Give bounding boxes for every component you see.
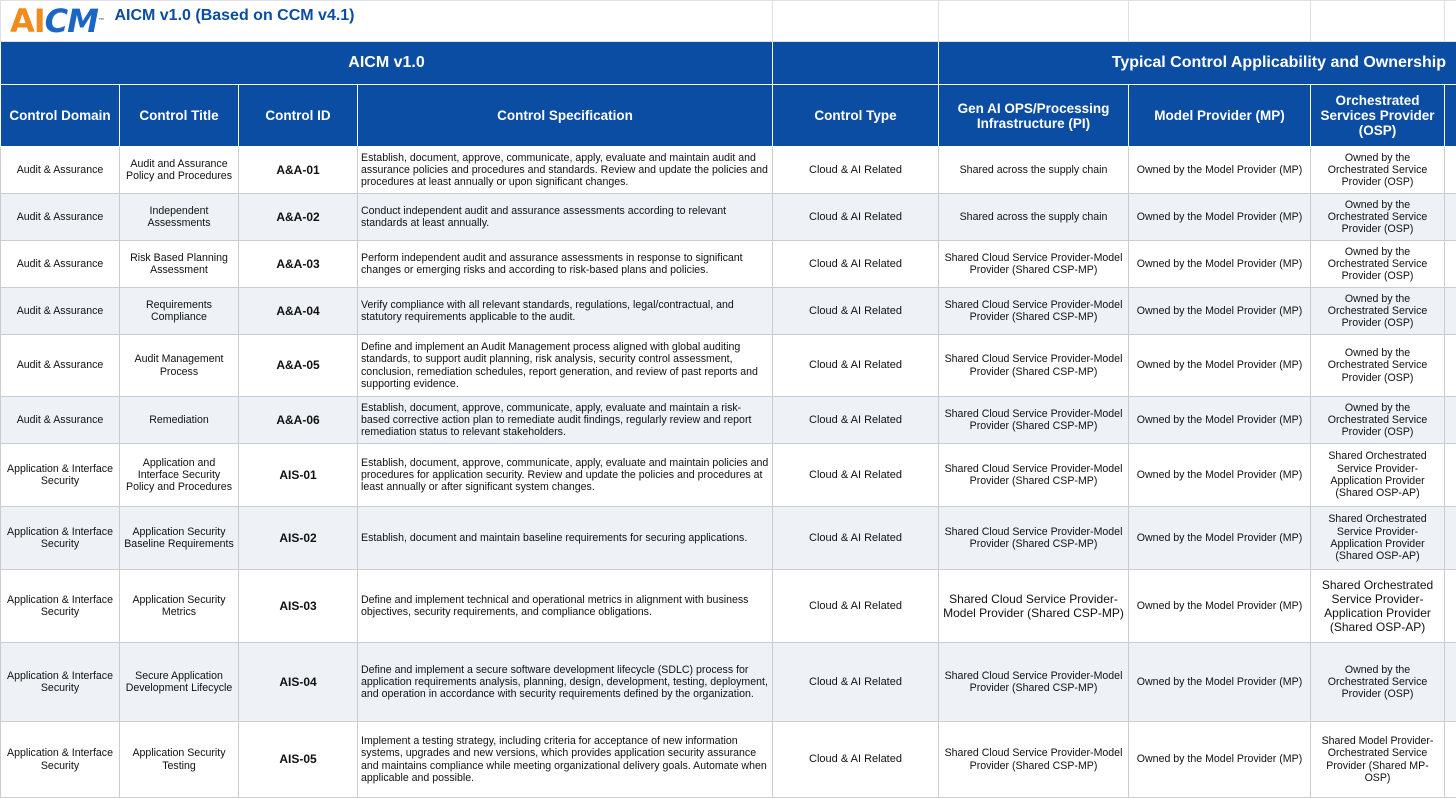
band-spacer [773,42,939,85]
mp-cell[interactable]: Owned by the Model Provider (MP) [1129,722,1311,798]
empty-cell[interactable] [1445,722,1456,798]
pi-cell[interactable]: Shared across the supply chain [939,194,1129,241]
osp-cell[interactable]: Owned by the Orchestrated Service Provider (OSP) [1311,397,1445,444]
table-row [1,194,1456,241]
title-cell[interactable]: Independent Assessments [120,194,239,241]
type-cell[interactable]: Cloud & AI Related [773,444,939,507]
domain-cell[interactable]: Audit & Assurance [1,288,120,335]
table-row [1,147,1456,194]
table-row [1,397,1456,444]
type-cell[interactable]: Cloud & AI Related [773,570,939,643]
osp-cell[interactable]: Shared Orchestrated Service Provider-Application Provider (Shared OSP-AP) [1311,507,1445,570]
col-header-id[interactable]: Control ID [239,85,358,147]
empty-cell[interactable] [1445,507,1456,570]
section-band [1,42,1456,85]
osp-cell[interactable]: Owned by the Orchestrated Service Provider (OSP) [1311,288,1445,335]
osp-cell[interactable]: Owned by the Orchestrated Service Provider (OSP) [1311,241,1445,288]
id-cell[interactable]: A&A-06 [239,397,358,444]
title-cell[interactable]: Application Security Testing [120,722,239,798]
table-row [1,570,1456,643]
table-row [1,507,1456,570]
pi-cell[interactable]: Shared Cloud Service Provider-Model Provider (Shared CSP-MP) [939,397,1129,444]
osp-cell[interactable]: Shared Model Provider-Orchestrated Service Provider (Shared MP-OSP) [1311,722,1445,798]
col-header-osp[interactable]: Orchestrated Services Provider (OSP) [1311,85,1445,147]
type-cell[interactable]: Cloud & AI Related [773,288,939,335]
table-body [1,147,1456,798]
empty-cell[interactable] [1445,288,1456,335]
aicm-logo: AICM™ [4,2,104,40]
type-cell[interactable]: Cloud & AI Related [773,241,939,288]
type-cell[interactable]: Cloud & AI Related [773,507,939,570]
domain-cell[interactable]: Application & Interface Security [1,722,120,798]
band-ownership: Typical Control Applicability and Ownership [939,42,1456,85]
pi-cell[interactable]: Shared Cloud Service Provider-Model Provider (Shared CSP-MP) [939,570,1129,643]
pi-cell[interactable]: Shared Cloud Service Provider-Model Provider (Shared CSP-MP) [939,335,1129,397]
mp-cell[interactable]: Owned by the Model Provider (MP) [1129,147,1311,194]
empty-cell[interactable] [1445,335,1456,397]
col-header-mp[interactable]: Model Provider (MP) [1129,85,1311,147]
mp-cell[interactable]: Owned by the Model Provider (MP) [1129,570,1311,643]
empty-cell[interactable] [939,1,1129,42]
mp-cell[interactable]: Owned by the Model Provider (MP) [1129,335,1311,397]
type-cell[interactable]: Cloud & AI Related [773,722,939,798]
title-cell[interactable]: Risk Based Planning Assessment [120,241,239,288]
column-header-row [1,85,1456,147]
spec-cell[interactable]: Establish, document, approve, communicate, apply, evaluate and maintain policies and procedures for application security. Review and update the policies and procedures at least annually or after significant system changes. [358,444,773,507]
type-cell[interactable]: Cloud & AI Related [773,335,939,397]
pi-cell[interactable]: Shared across the supply chain [939,147,1129,194]
title-cell[interactable]: Application Security Metrics [120,570,239,643]
id-cell[interactable]: A&A-04 [239,288,358,335]
title-cell[interactable]: Requirements Compliance [120,288,239,335]
pi-cell[interactable]: Shared Cloud Service Provider-Model Provider (Shared CSP-MP) [939,722,1129,798]
domain-cell[interactable]: Audit & Assurance [1,241,120,288]
col-header-pi[interactable]: Gen AI OPS/Processing Infrastructure (PI) [939,85,1129,147]
col-header-spec[interactable]: Control Specification [358,85,773,147]
domain-cell[interactable]: Application & Interface Security [1,507,120,570]
mp-cell[interactable]: Owned by the Model Provider (MP) [1129,194,1311,241]
pi-cell[interactable]: Shared Cloud Service Provider-Model Provider (Shared CSP-MP) [939,241,1129,288]
spec-cell[interactable]: Establish, document, approve, communicate, apply, evaluate and maintain a risk-based corrective action plan to remediate audit findings, regularly review and report remediation status to relevant stakeholders. [358,397,773,444]
osp-cell[interactable]: Owned by the Orchestrated Service Provider (OSP) [1311,147,1445,194]
table-row [1,444,1456,507]
spec-cell[interactable]: Define and implement a secure software development lifecycle (SDLC) process for application requirements analysis, planning, design, development, testing, deployment, and operation in accordance with security requirements defined by the organization. [358,643,773,722]
title-cell[interactable]: Remediation [120,397,239,444]
mp-cell[interactable]: Owned by the Model Provider (MP) [1129,241,1311,288]
id-cell[interactable]: A&A-05 [239,335,358,397]
domain-cell[interactable]: Audit & Assurance [1,335,120,397]
spec-cell[interactable]: Verify compliance with all relevant standards, regulations, legal/contractual, and statutory requirements applicable to the audit. [358,288,773,335]
id-cell[interactable]: AIS-02 [239,507,358,570]
domain-cell[interactable]: Application & Interface Security [1,444,120,507]
empty-cell[interactable] [1311,1,1445,42]
osp-cell[interactable]: Owned by the Orchestrated Service Provider (OSP) [1311,335,1445,397]
osp-cell[interactable]: Shared Orchestrated Service Provider-Application Provider (Shared OSP-AP) [1311,444,1445,507]
osp-cell[interactable]: Shared Orchestrated Service Provider-Application Provider (Shared OSP-AP) [1311,570,1445,643]
table-row [1,241,1456,288]
title-row [1,1,1456,42]
domain-cell[interactable]: Application & Interface Security [1,643,120,722]
spec-cell[interactable]: Perform independent audit and assurance assessments in response to significant changes or emerging risks and according to risk-based plans and policies. [358,241,773,288]
table-row [1,288,1456,335]
mp-cell[interactable]: Owned by the Model Provider (MP) [1129,288,1311,335]
osp-cell[interactable]: Owned by the Orchestrated Service Provider (OSP) [1311,643,1445,722]
spec-cell[interactable]: Establish, document and maintain baseline requirements for securing applications. [358,507,773,570]
title-cell[interactable]: Secure Application Development Lifecycle [120,643,239,722]
domain-cell[interactable]: Audit & Assurance [1,194,120,241]
table-row [1,335,1456,397]
empty-cell[interactable] [1445,1,1456,42]
empty-cell[interactable] [1129,1,1311,42]
type-cell[interactable]: Cloud & AI Related [773,397,939,444]
spec-cell[interactable]: Define and implement technical and operational metrics in alignment with business objectives, security requirements, and compliance obligations. [358,570,773,643]
mp-cell[interactable]: Owned by the Model Provider (MP) [1129,444,1311,507]
title-cell[interactable]: Audit Management Process [120,335,239,397]
empty-cell[interactable] [1445,570,1456,643]
mp-cell[interactable]: Owned by the Model Provider (MP) [1129,507,1311,570]
empty-cell[interactable] [1445,241,1456,288]
col-header-title[interactable]: Control Title [120,85,239,147]
pi-cell[interactable]: Shared Cloud Service Provider-Model Provider (Shared CSP-MP) [939,507,1129,570]
id-cell[interactable]: AIS-04 [239,643,358,722]
id-cell[interactable]: AIS-05 [239,722,358,798]
type-cell[interactable]: Cloud & AI Related [773,643,939,722]
id-cell[interactable]: A&A-01 [239,147,358,194]
empty-cell[interactable] [1445,194,1456,241]
pi-cell[interactable]: Shared Cloud Service Provider-Model Provider (Shared CSP-MP) [939,643,1129,722]
empty-cell[interactable] [1445,397,1456,444]
id-cell[interactable]: AIS-01 [239,444,358,507]
mp-cell[interactable]: Owned by the Model Provider (MP) [1129,397,1311,444]
col-header-extra[interactable] [1445,85,1456,147]
band-aicm: AICM v1.0 [1,42,773,85]
sheet-title: AICM v1.0 (Based on CCM v4.1) [114,7,354,24]
col-header-type[interactable]: Control Type [773,85,939,147]
domain-cell[interactable]: Audit & Assurance [1,147,120,194]
id-cell[interactable]: A&A-03 [239,241,358,288]
spec-cell[interactable]: Conduct independent audit and assurance assessments according to relevant standards at least annually. [358,194,773,241]
osp-cell[interactable]: Owned by the Orchestrated Service Provider (OSP) [1311,194,1445,241]
mp-cell[interactable]: Owned by the Model Provider (MP) [1129,643,1311,722]
pi-cell[interactable]: Shared Cloud Service Provider-Model Provider (Shared CSP-MP) [939,444,1129,507]
title-cell[interactable] [1,1,773,42]
spec-cell[interactable]: Implement a testing strategy, including criteria for acceptance of new information systems, upgrades and new versions, which provides application security assurance and maintains compliance while meeting organizational delivery goals. Automate when applicable and possible. [358,722,773,798]
table-row [1,722,1456,798]
title-cell[interactable]: Audit and Assurance Policy and Procedures [120,147,239,194]
type-cell[interactable]: Cloud & AI Related [773,194,939,241]
domain-cell[interactable]: Application & Interface Security [1,570,120,643]
table-row [1,643,1456,722]
domain-cell[interactable]: Audit & Assurance [1,397,120,444]
spec-cell[interactable]: Define and implement an Audit Management process aligned with global auditing standards, to support audit planning, risk analysis, security control assessment, conclusion, remediation schedules, report generation, and review of past reports and supporting evidence. [358,335,773,397]
id-cell[interactable]: AIS-03 [239,570,358,643]
col-header-domain[interactable]: Control Domain [1,85,120,147]
title-cell[interactable]: Application Security Baseline Requirements [120,507,239,570]
id-cell[interactable]: A&A-02 [239,194,358,241]
spec-cell[interactable]: Establish, document, approve, communicate, apply, evaluate and maintain audit and assurance policies and procedures and standards. Review and update the policies and procedures at least annually or upon significant changes. [358,147,773,194]
empty-cell[interactable] [1445,643,1456,722]
empty-cell[interactable] [773,1,939,42]
title-cell[interactable]: Application and Interface Security Policy and Procedures [120,444,239,507]
pi-cell[interactable]: Shared Cloud Service Provider-Model Provider (Shared CSP-MP) [939,288,1129,335]
empty-cell[interactable] [1445,444,1456,507]
type-cell[interactable]: Cloud & AI Related [773,147,939,194]
empty-cell[interactable] [1445,147,1456,194]
